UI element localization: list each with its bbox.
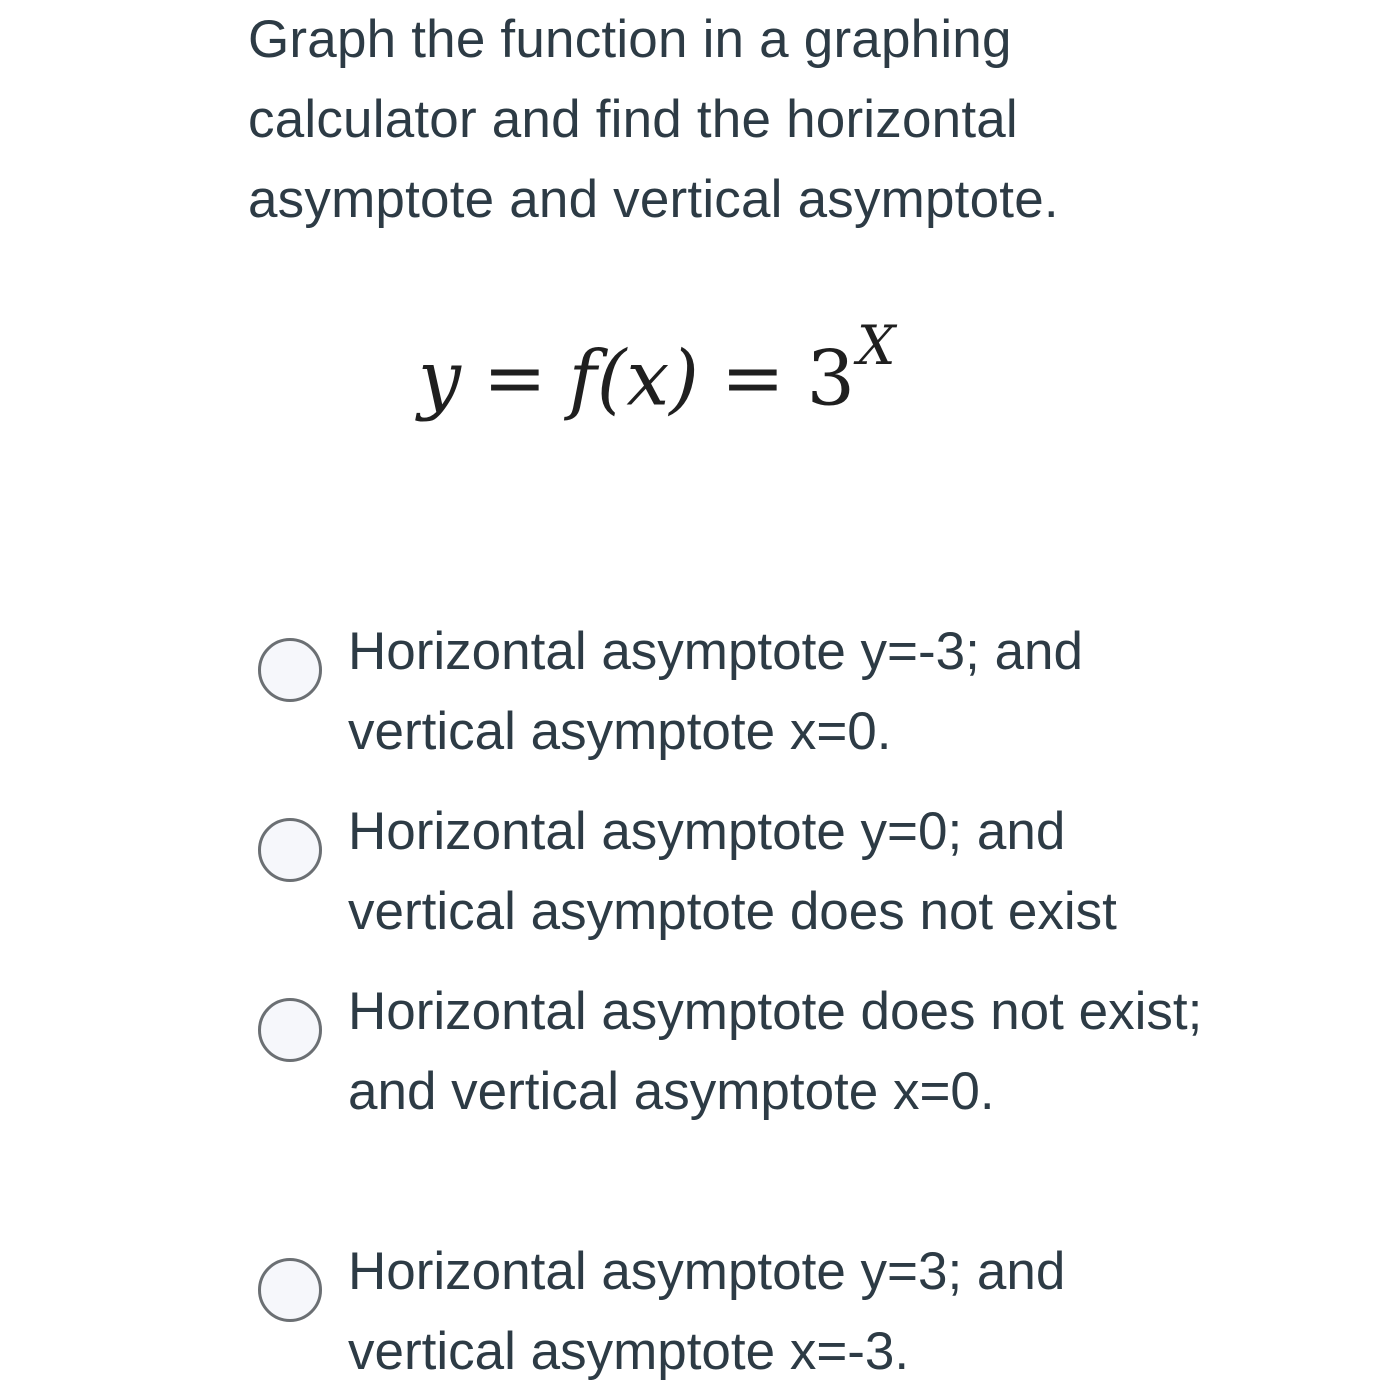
equation-base: 3	[806, 333, 855, 423]
question-line-2: calculator and find the horizontal	[248, 90, 1018, 149]
equation-function-name: f	[568, 333, 597, 423]
radio-button-1[interactable]	[258, 638, 322, 702]
function-equation	[418, 314, 896, 458]
radio-button-2[interactable]	[258, 818, 322, 882]
answer-option-2-label[interactable]: Horizontal asymptote y=0; and vertical asymptote does not exist	[348, 802, 1117, 941]
question-text	[248, 0, 1248, 240]
question-line-1: Graph the function in a graphing	[248, 10, 1012, 69]
answer-option-1-label[interactable]: Horizontal asymptote y=-3; and vertical asymptote x=0.	[348, 622, 1084, 761]
radio-button-4[interactable]	[258, 1258, 322, 1322]
equation-lhs: y	[418, 333, 461, 423]
equals-sign-2: =	[720, 333, 785, 423]
question-line-3: asymptote and vertical asymptote.	[248, 170, 1059, 229]
radio-button-3[interactable]	[258, 998, 322, 1062]
equation-exponent: X	[856, 314, 896, 377]
equation-argument: (x)	[596, 333, 699, 423]
answer-option-3-label[interactable]: Horizontal asymptote does not exist; and vertical asymptote x=0.	[348, 982, 1203, 1121]
equals-sign-1: =	[482, 333, 547, 423]
answer-option-4-label[interactable]: Horizontal asymptote y=3; and vertical asymptote x=-3.	[348, 1242, 1066, 1381]
